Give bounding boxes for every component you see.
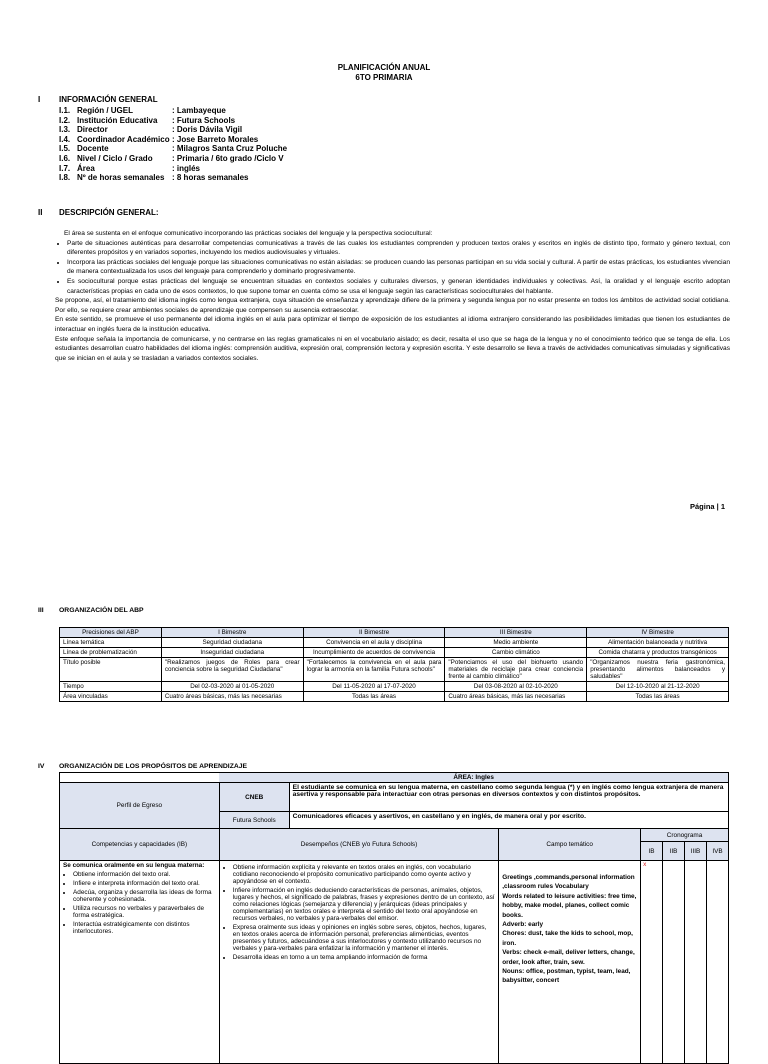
info-label: Coordinador Académico [77,134,170,144]
abp-header-row [60,628,729,638]
page-subtitle: 6TO PRIMARIA [355,73,413,82]
area-row [60,773,729,783]
info-num: I.6. [59,153,71,163]
abp-cell: "Realizamos juegos de Roles para crear conciencia sobre la seguridad Ciudadana" [161,658,303,682]
info-row-director [59,125,287,135]
info-row-teacher [59,144,287,154]
abp-row-label: Área vinculadas [60,692,162,702]
info-row-region [59,106,287,116]
cneb-emphasis: El estudiante se comunica [292,784,377,791]
abp-cell: Comida chatarra y productos transgénicos [587,648,729,658]
area-spacer [60,773,220,783]
abp-cell: Todas las áreas [303,692,445,702]
abp-row [60,658,729,682]
cneb-label: CNEB [219,783,289,812]
cronograma-iib-cell [663,861,685,1064]
desempeno-item: • Obtiene información explícita y relevante en textos orales en inglés, con vocabulario cotidiano reconociendo el propósito comunicativo participando como oyente activo y apoyándose en el contexto. [233,864,495,885]
info-num: I.8. [59,173,71,183]
capacidad-item: • Utiliza recursos no verbales y paraverbales de forma estratégica. [73,905,216,919]
info-num: I.3. [59,125,71,135]
abp-header-cell: I Bimestre [161,628,303,638]
bimestre-iib: IIB [663,842,685,861]
area-cell: ÁREA: Ingles [219,773,728,783]
abp-cell: Convivencia en el aula y disciplina [303,638,445,648]
info-value: : Milagros Santa Cruz Poluche [172,144,288,154]
description-bullet: • Es sociocultural porque estas prácticas del lenguaje se encuentran situadas en contextos sociales y culturales diversos, y generan identidades individuales y colectivas. Así, la oralidad y el lenguaje escrito adoptan características propias en cada uno de esos contextos, lo que supone tomar en cuenta cómo se usa el lenguaje según las características socioculturales del hablante. [67,277,730,296]
cneb-body: en su lengua materna, en castellano como segunda lengua (*) y en inglés como lengua extranjera de manera asertiva y responsable para interactuar con otras personas en diversos contextos y con distintos propósitos. [292,784,724,798]
info-label: Región / UGEL [77,106,133,115]
section-2-title: DESCRIPCIÓN GENERAL: [59,208,159,217]
abp-cell: Del 12-10-2020 al 21-12-2020 [587,682,729,692]
info-row-coordinator [59,135,287,145]
cronograma-ib-cell: x [641,861,663,1064]
bimestre-ivb: IVB [706,842,728,861]
futura-text: Comunicadores eficaces y asertivos, en castellano y en inglés, de manera oral y por escrito. [289,812,728,829]
cronograma-ivb-cell [706,861,728,1064]
section-4-title: ORGANIZACIÓN DE LOS PROPÓSITOS DE APRENDIZAJE [59,763,248,770]
abp-header-cell: IV Bimestre [587,628,729,638]
capacidades-list [63,871,216,935]
section-1-title: INFORMACIÓN GENERAL [59,95,158,104]
desempenos-cell [219,861,498,1064]
description-bullet: • Parte de situaciones auténticas para desarrollar competencias comunicativas a través de las cuales los estudiantes comprenden y producen textos orales y escritos en inglés de distinto tipo, formato y género textual, con diferentes propósitos y en variados soportes, incluyendo los medios audiovisuales y virtuales. [67,239,730,258]
abp-row [60,638,729,648]
info-label: Área [77,163,95,173]
desempeno-item: • Desarrolla ideas en torno a un tema ampliando información de forma [233,954,495,961]
abp-row-label: Título posible [60,658,162,682]
info-value: : inglés [172,163,201,173]
info-value: : Doris Dávila Vigil [172,125,243,135]
info-num: I.1. [59,106,71,115]
info-label: Docente [77,144,109,154]
capacidad-item: • Interactúa estratégicamente con distintos interlocutores. [73,921,216,935]
competencia-title: Se comunica oralmente en su lengua materna: [63,862,205,869]
desempenos-header: Desempeños (CNEB y/o Futura Schools) [219,829,498,861]
info-num: I.5. [59,144,71,154]
cneb-text [289,783,728,812]
section-3-title: ORGANIZACIÓN DEL ABP [59,607,144,614]
campo-header: Campo temático [499,829,641,861]
abp-cell: Del 02-03-2020 al 01-05-2020 [161,682,303,692]
columns-header-row [60,829,729,842]
section-2-number: II [38,208,43,217]
general-info-list [59,106,287,183]
abp-cell: "Organizamos nuestra feria gastronómica, presentando alimentos balanceados y saludables" [587,658,729,682]
campo-line: Words related to leisure activities: free time, hobby, make model, planes, collect comic books. [502,892,637,919]
learning-purposes-table [59,772,729,1064]
info-label: Institución Educativa [77,115,158,125]
abp-cell: "Potenciamos el uso del biohuerto usando materiales de reciclaje para crear conciencia frente al cambio climático" [445,658,587,682]
abp-row [60,648,729,658]
description-paragraph: En este sentido, se promueve el uso permanente del idioma inglés en el aula para optimizar el tiempo de exposición de los estudiantes al idioma extranjero considerando las posibilidades limitadas que tienen los estudiantes de interactuar en inglés fuera de la institución educativa. [55,316,730,333]
info-num: I.2. [59,115,71,125]
info-row-hours [59,173,287,183]
section-1-number: I [38,95,41,104]
info-label: Nivel / Ciclo / Grado [77,153,153,163]
abp-row-label: Línea de problematización [60,648,162,658]
campo-line: Adverb: early [502,921,544,929]
description-paragraph: Este enfoque señala la importancia de comunicarse, y no centrarse en las reglas gramaticales ni en el vocabulario aislado; es decir, resalta el uso que se haga de la lengua y no el conocimiento teórico que se tenga de ella. Los estudiantes desarrollan cuatro habilidades del idioma inglés: comprensión auditiva, expresión oral, comprensión lectora y expresión escrita. Y este desarrollo se lleva a través de actividades comunicativas simuladas y significativas que se inician en el aula y se trasladan a variados contextos sociales. [55,335,730,362]
cneb-row [60,783,729,812]
description-bullets [55,239,730,297]
description-bullet: • Incorpora las prácticas sociales del lenguaje porque las situaciones comunicativas no están aisladas: se producen cuando las personas participan en su vida social y cultural. A partir de estas prácticas, los estudiantes vivencian de manera contextualizada los usos del lenguaje para comprenderlo y dominarlo progresivamente. [67,258,730,277]
abp-header-cell: Precisiones del ABP [60,628,162,638]
info-num: I.4. [59,134,71,144]
section-3-number: III [38,607,44,614]
desempeno-item: • Infiere información en inglés deduciendo características de personas, animales, objetos, lugares y hechos, el significado de palabras, frases y expresiones dentro de un contexto, así como relaciones lógicas (semejanza y diferencia) y jerárquicas (ideas principales y complementarias) en textos orales e interpreta el sentido del texto oral apoyándose en recursos verbales, no verbales y para-verbales del emisor. [233,887,495,922]
abp-cell: Seguridad ciudadana [161,638,303,648]
abp-header-cell: II Bimestre [303,628,445,638]
abp-cell: Cuatro áreas básicas, más las necesarias [445,692,587,702]
competence-row [60,861,729,1064]
info-value: : Futura Schools [172,115,236,125]
campo-line: Nouns: office, postman, typist, team, lead, babysitter, concert [502,968,631,985]
info-value: : 8 horas semanales [172,173,249,183]
campo-line: Greetings ,commands,personal information ,classroom rules Vocabulary [502,874,635,891]
capacidad-item: • Infiere e interpreta información del texto oral. [73,880,216,887]
info-label: Director [77,125,108,135]
general-description [55,229,730,363]
competencia-cell [60,861,220,1064]
section-4-number: IV [38,763,45,770]
abp-row-label: Tiempo [60,682,162,692]
campo-cell [499,861,641,1064]
info-num: I.7. [59,163,71,173]
abp-cell: Alimentación balanceada y nutritiva [587,638,729,648]
abp-row [60,682,729,692]
capacidad-item: • Obtiene información del texto oral. [73,871,216,878]
info-value: : Lambayeque [172,106,226,115]
abp-cell: Todas las áreas [587,692,729,702]
abp-header-cell: III Bimestre [445,628,587,638]
abp-cell: Del 11-05-2020 al 17-07-2020 [303,682,445,692]
info-value: : Jose Barreto Morales [172,134,259,144]
page-title: PLANIFICACIÓN ANUAL [337,63,431,72]
abp-cell: "Fortalecemos la convivencia en el aula para lograr la armonía en la familia Futura schools" [303,658,445,682]
futura-label: Futura Schools [219,812,289,829]
abp-cell: Incumplimiento de acuerdos de convivencia [303,648,445,658]
abp-cell: Inseguridad ciudadana [161,648,303,658]
abp-cell: Del 03-08-2020 al 02-10-2020 [445,682,587,692]
info-row-institution [59,116,287,126]
competencias-header: Competencias y capacidades (IB) [60,829,220,861]
desempeno-item: • Expresa oralmente sus ideas y opiniones en inglés sobre seres, objetos, hechos, lugares, en textos orales acerca de información personal, preferencias alimenticias, eventos presentes y futuros, adecuándose a sus interlocutores y contexto utilizando recursos no verbales y para-verbales para enfatizar la información y mantener el interés. [233,924,495,952]
abp-row [60,692,729,702]
description-paragraph: Se propone, así, el tratamiento del idioma inglés como lengua extranjera, cuya situación de enseñanza y aprendizaje difiere de la primera y segunda lengua por no estar presente en todos los ámbitos de actividad social cotidiana. Por ello, se requiere crear ambientes sociales de aprendizaje que compensen su ausencia extraescolar. [55,297,730,314]
abp-row-label: Línea temática [60,638,162,648]
campo-line: Verbs: check e-mail, deliver letters, change, order, look after, train, sew. [502,949,635,966]
cronograma-iiib-cell [685,861,707,1064]
campo-line: Chores: dust, take the kids to school, mop, iron. [502,930,633,947]
perfil-label: Perfil de Egreso [60,783,220,829]
bimestre-iiib: IIIB [685,842,707,861]
page-number: Página | 1 [690,502,726,511]
info-row-area [59,164,287,174]
cronograma-header: Cronograma [641,829,729,842]
info-value: : Primaria / 6to grado /Ciclo V [172,153,284,163]
abp-cell: Cuatro áreas básicas, más las necesarias [161,692,303,702]
abp-cell: Cambio climático [445,648,587,658]
capacidad-item: • Adecúa, organiza y desarrolla las ideas de forma coherente y cohesionada. [73,889,216,903]
abp-table [59,627,729,702]
abp-cell: Medio ambiente [445,638,587,648]
description-intro: El área se sustenta en el enfoque comunicativo incorporando las prácticas sociales del lenguaje y la perspectiva sociocultural: [64,230,433,237]
bimestre-ib: IB [641,842,663,861]
info-label: Nº de horas semanales [77,173,165,183]
info-row-level [59,154,287,164]
desempenos-list [223,864,495,961]
